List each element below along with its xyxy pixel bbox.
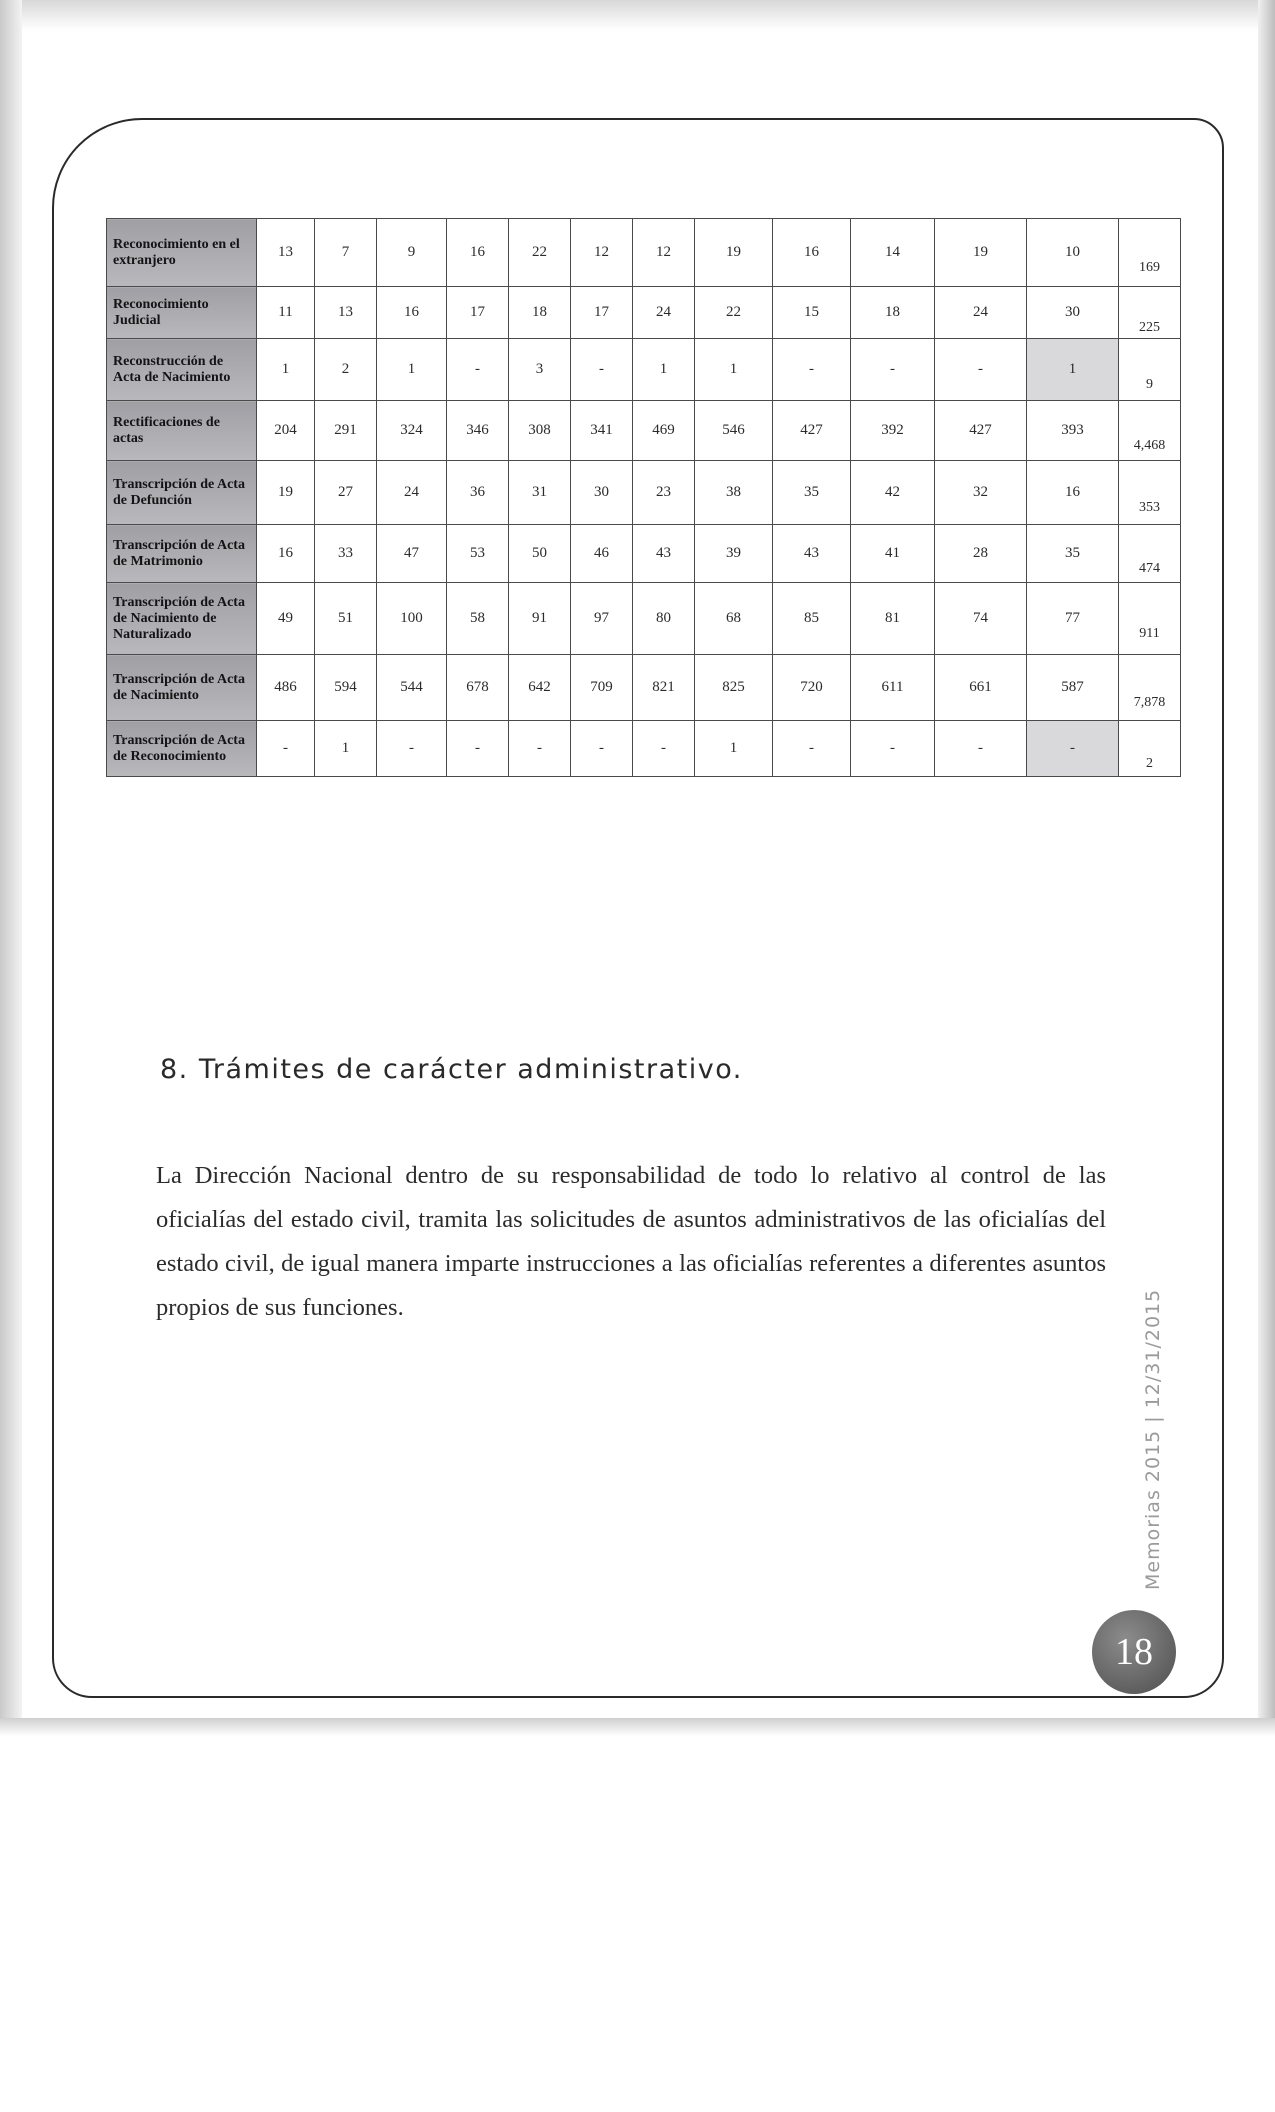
- table-cell: 30: [571, 461, 633, 525]
- scan-left-shadow: [0, 0, 22, 1735]
- table-cell: -: [571, 339, 633, 401]
- table-cell: 1: [1027, 339, 1119, 401]
- table-cell: 12: [633, 219, 695, 287]
- row-label: Transcripción de Acta de Nacimiento de Naturalizado: [107, 583, 257, 655]
- table-cell: 58: [447, 583, 509, 655]
- table-cell: 24: [377, 461, 447, 525]
- table-cell: 346: [447, 401, 509, 461]
- statistics-table: [106, 218, 1181, 777]
- table-cell: 100: [377, 583, 447, 655]
- row-label: Transcripción de Acta de Matrimonio: [107, 525, 257, 583]
- table-cell: 28: [935, 525, 1027, 583]
- table-cell: 392: [851, 401, 935, 461]
- table-cell: 587: [1027, 655, 1119, 721]
- row-total: 225: [1119, 287, 1181, 339]
- table-row: [107, 655, 1181, 721]
- statistics-table-container: [106, 218, 1180, 777]
- table-cell: -: [377, 721, 447, 777]
- table-cell: 31: [509, 461, 571, 525]
- table-cell: 43: [773, 525, 851, 583]
- section-heading: 8. Trámites de carácter administrativo.: [160, 1054, 743, 1085]
- table-row: [107, 721, 1181, 777]
- table-cell: 47: [377, 525, 447, 583]
- table-cell: 204: [257, 401, 315, 461]
- table-cell: 18: [851, 287, 935, 339]
- row-label: Transcripción de Acta de Nacimiento: [107, 655, 257, 721]
- table-cell: 49: [257, 583, 315, 655]
- table-cell: 30: [1027, 287, 1119, 339]
- table-cell: 10: [1027, 219, 1119, 287]
- table-row: [107, 583, 1181, 655]
- table-cell: 50: [509, 525, 571, 583]
- row-total: 474: [1119, 525, 1181, 583]
- row-total: 7,878: [1119, 655, 1181, 721]
- table-cell: 53: [447, 525, 509, 583]
- table-body: [107, 219, 1181, 777]
- row-total: 911: [1119, 583, 1181, 655]
- page-number-badge: [1092, 1610, 1176, 1694]
- row-label: Rectificaciones de actas: [107, 401, 257, 461]
- table-cell: 17: [447, 287, 509, 339]
- table-cell: 594: [315, 655, 377, 721]
- table-cell: 7: [315, 219, 377, 287]
- table-cell: 1: [377, 339, 447, 401]
- table-cell: 469: [633, 401, 695, 461]
- table-cell: 33: [315, 525, 377, 583]
- table-cell: -: [851, 339, 935, 401]
- table-cell: 91: [509, 583, 571, 655]
- row-label: Reconstrucción de Acta de Nacimiento: [107, 339, 257, 401]
- table-cell: 1: [633, 339, 695, 401]
- row-label: Transcripción de Acta de Defunción: [107, 461, 257, 525]
- table-cell: 74: [935, 583, 1027, 655]
- table-cell: 41: [851, 525, 935, 583]
- table-cell: 2: [315, 339, 377, 401]
- table-row: [107, 339, 1181, 401]
- table-cell: 291: [315, 401, 377, 461]
- table-cell: 68: [695, 583, 773, 655]
- table-cell: 85: [773, 583, 851, 655]
- table-cell: 546: [695, 401, 773, 461]
- row-total: 169: [1119, 219, 1181, 287]
- table-cell: -: [509, 721, 571, 777]
- table-cell: 661: [935, 655, 1027, 721]
- table-cell: 13: [257, 219, 315, 287]
- table-cell: 32: [935, 461, 1027, 525]
- row-total: 9: [1119, 339, 1181, 401]
- row-total: 353: [1119, 461, 1181, 525]
- section-paragraph: La Dirección Nacional dentro de su responsabilidad de todo lo relativo al control de las oficialías del estado civil, tramita las solicitudes de asuntos administrativos de las oficialías del estado civil, de igual manera imparte instrucciones a las oficialías referentes a diferentes asuntos propios de sus funciones.: [156, 1162, 1106, 1321]
- table-cell: -: [257, 721, 315, 777]
- table-cell: 42: [851, 461, 935, 525]
- table-cell: 1: [257, 339, 315, 401]
- table-cell: 486: [257, 655, 315, 721]
- table-cell: -: [447, 339, 509, 401]
- table-cell: 341: [571, 401, 633, 461]
- table-cell: 46: [571, 525, 633, 583]
- table-cell: 38: [695, 461, 773, 525]
- table-cell: 51: [315, 583, 377, 655]
- table-cell: -: [851, 721, 935, 777]
- table-cell: 19: [695, 219, 773, 287]
- table-cell: -: [773, 339, 851, 401]
- table-row: [107, 219, 1181, 287]
- table-cell: 19: [935, 219, 1027, 287]
- scan-right-shadow: [1258, 0, 1275, 1735]
- table-cell: 1: [695, 339, 773, 401]
- table-cell: 1: [695, 721, 773, 777]
- table-cell: 36: [447, 461, 509, 525]
- table-cell: 16: [773, 219, 851, 287]
- page-bottom-shadow: [0, 1718, 1275, 1736]
- row-total: 2: [1119, 721, 1181, 777]
- table-cell: 15: [773, 287, 851, 339]
- table-cell: 97: [571, 583, 633, 655]
- table-cell: 9: [377, 219, 447, 287]
- table-cell: 22: [509, 219, 571, 287]
- table-cell: 16: [1027, 461, 1119, 525]
- table-cell: 18: [509, 287, 571, 339]
- table-cell: -: [935, 339, 1027, 401]
- table-cell: 14: [851, 219, 935, 287]
- page-number: 18: [1115, 1631, 1153, 1673]
- table-cell: 642: [509, 655, 571, 721]
- table-cell: -: [633, 721, 695, 777]
- row-label: Reconocimiento en el extranjero: [107, 219, 257, 287]
- table-cell: 23: [633, 461, 695, 525]
- table-cell: 24: [633, 287, 695, 339]
- table-cell: 80: [633, 583, 695, 655]
- table-cell: -: [447, 721, 509, 777]
- table-cell: 22: [695, 287, 773, 339]
- table-cell: 427: [935, 401, 1027, 461]
- table-row: [107, 287, 1181, 339]
- table-cell: 13: [315, 287, 377, 339]
- table-cell: 17: [571, 287, 633, 339]
- table-cell: 821: [633, 655, 695, 721]
- table-cell: 43: [633, 525, 695, 583]
- table-cell: 19: [257, 461, 315, 525]
- table-row: [107, 525, 1181, 583]
- table-cell: 1: [315, 721, 377, 777]
- table-cell: 16: [447, 219, 509, 287]
- table-cell: 39: [695, 525, 773, 583]
- table-cell: 678: [447, 655, 509, 721]
- table-cell: 16: [257, 525, 315, 583]
- table-cell: 11: [257, 287, 315, 339]
- table-cell: -: [1027, 721, 1119, 777]
- table-cell: 3: [509, 339, 571, 401]
- table-cell: 611: [851, 655, 935, 721]
- table-row: [107, 401, 1181, 461]
- table-cell: 393: [1027, 401, 1119, 461]
- table-cell: 709: [571, 655, 633, 721]
- table-cell: 16: [377, 287, 447, 339]
- table-cell: 81: [851, 583, 935, 655]
- row-total: 4,468: [1119, 401, 1181, 461]
- table-cell: 427: [773, 401, 851, 461]
- table-cell: 544: [377, 655, 447, 721]
- table-cell: 720: [773, 655, 851, 721]
- row-label: Reconocimiento Judicial: [107, 287, 257, 339]
- table-cell: -: [571, 721, 633, 777]
- table-row: [107, 461, 1181, 525]
- scan-top-shadow: [0, 0, 1275, 30]
- table-cell: -: [935, 721, 1027, 777]
- side-note: Memorias 2015 | 12/31/2015: [1142, 1288, 1164, 1590]
- table-cell: 308: [509, 401, 571, 461]
- table-cell: 35: [1027, 525, 1119, 583]
- table-cell: 825: [695, 655, 773, 721]
- table-cell: 324: [377, 401, 447, 461]
- table-cell: 12: [571, 219, 633, 287]
- table-cell: 77: [1027, 583, 1119, 655]
- table-cell: -: [773, 721, 851, 777]
- table-cell: 24: [935, 287, 1027, 339]
- table-cell: 35: [773, 461, 851, 525]
- row-label: Transcripción de Acta de Reconocimiento: [107, 721, 257, 777]
- table-cell: 27: [315, 461, 377, 525]
